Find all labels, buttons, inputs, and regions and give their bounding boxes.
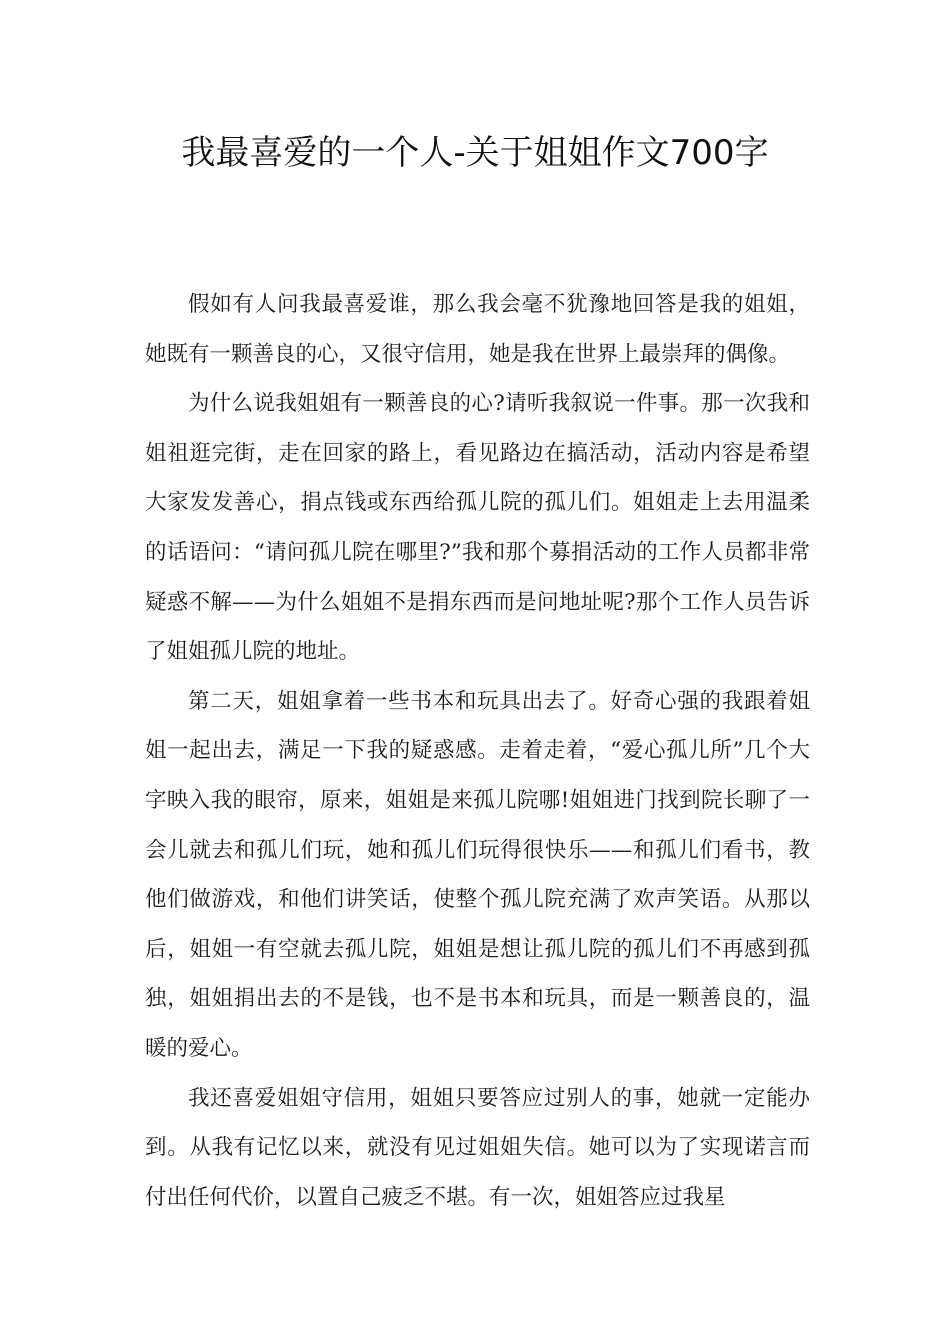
paragraph-1: 假如有人问我最喜爱谁，那么我会毫不犹豫地回答是我的姐姐，她既有一颗善良的心，又很守信用，她是我在世界上最崇拜的偶像。 — [145, 292, 810, 367]
paragraph-2: 为什么说我姐姐有一颗善良的心?请听我叙说一件事。那一次我和姐祖逛完街，走在回家的路上，看见路边在搞活动，活动内容是希望大家发发善心，捐点钱或东西给孤儿院的孤儿们。姐姐走上去用温柔的话语问：“请问孤儿院在哪里?”我和那个募捐活动的工作人员都非常疑惑不解——为什么姐姐不是捐东西而是问地址呢?那个工作人员告诉了姐姐孤儿院的地址。 — [145, 391, 810, 665]
document-body — [145, 280, 810, 1222]
paragraph-4: 我还喜爱姐姐守信用，姐姐只要答应过别人的事，她就一定能办到。从我有记忆以来，就没有见过姐姐失信。她可以为了实现诺言而付出任何代价，以置自己疲乏不堪。有一次，姐姐答应过我星 — [145, 1085, 810, 1210]
paragraph-3: 第二天，姐姐拿着一些书本和玩具出去了。好奇心强的我跟着姐姐一起出去，满足一下我的疑惑感。走着走着，“爱心孤儿所”几个大字映入我的眼帘，原来，姐姐是来孤儿院哪!姐姐进门找到院长聊了一会儿就去和孤儿们玩，她和孤儿们玩得很快乐——和孤儿们看书，教他们做游戏，和他们讲笑话，使整个孤儿院充满了欢声笑语。从那以后，姐姐一有空就去孤儿院，姐姐是想让孤儿院的孤儿们不再感到孤独，姐姐捐出去的不是钱，也不是书本和玩具，而是一颗善良的，温暖的爱心。 — [145, 688, 810, 1061]
document-title: 我最喜爱的一个人-关于姐姐作文700字 — [181, 133, 769, 173]
